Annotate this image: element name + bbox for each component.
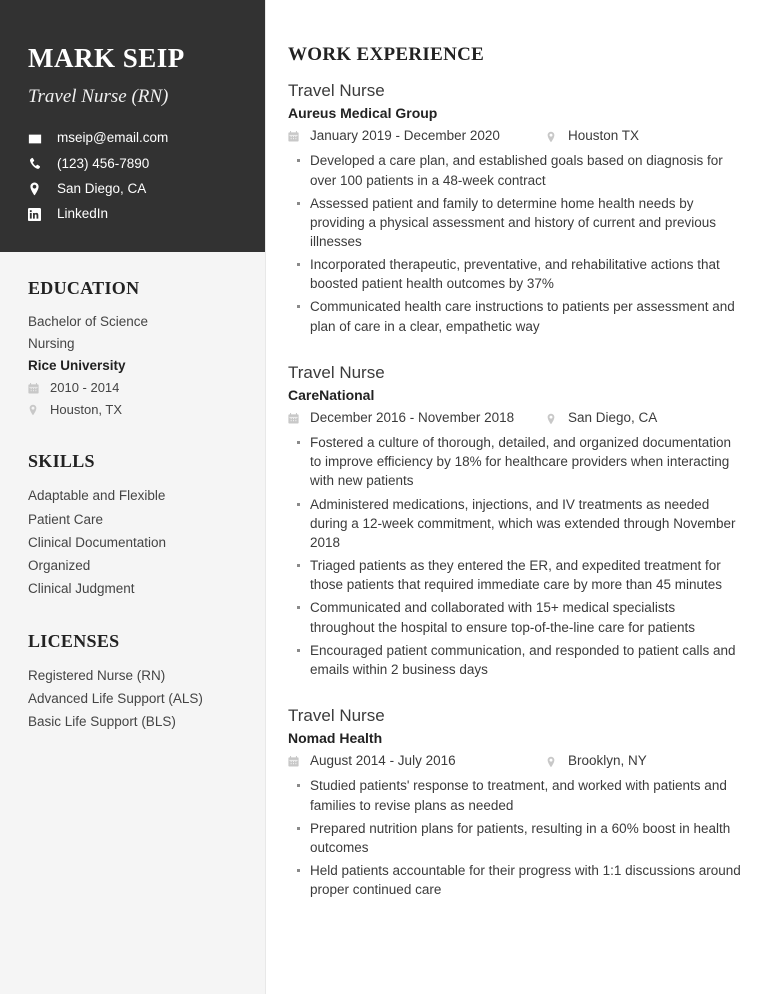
contact-value-email: mseip@email.com bbox=[57, 130, 169, 146]
job-dates: January 2019 - December 2020 bbox=[310, 128, 500, 144]
job-role: Travel Nurse bbox=[288, 81, 385, 100]
envelope-icon bbox=[28, 132, 48, 146]
list-item: Basic Life Support (BLS) bbox=[28, 713, 176, 729]
job-company: Nomad Health bbox=[288, 730, 383, 747]
licenses-section bbox=[28, 631, 237, 734]
calendar-icon bbox=[288, 413, 304, 424]
phone-icon bbox=[28, 157, 48, 171]
list-item: Triaged patients as they entered the ER, and expedited treatment for those patients that required immediate care by more than 45 minutes bbox=[288, 556, 742, 594]
list-item: Prepared nutrition plans for patients, resulting in a 60% boost in health outcomes bbox=[288, 819, 742, 857]
work-experience-heading: WORK EXPERIENCE bbox=[288, 44, 485, 65]
skills-heading: SKILLS bbox=[28, 451, 95, 472]
job-location-row bbox=[546, 750, 647, 773]
calendar-icon bbox=[28, 383, 44, 394]
list-item: Patient Care bbox=[28, 511, 104, 527]
calendar-icon bbox=[288, 131, 304, 142]
map-pin-icon bbox=[28, 182, 48, 196]
education-dates-row bbox=[28, 377, 237, 399]
job-location-row bbox=[546, 407, 657, 430]
list-item: Clinical Documentation bbox=[28, 534, 167, 550]
licenses-heading: LICENSES bbox=[28, 630, 120, 651]
list-item: Clinical Judgment bbox=[28, 581, 135, 597]
education-school: Rice University bbox=[28, 358, 126, 374]
map-pin-icon bbox=[546, 756, 562, 768]
job-location: Brooklyn, NY bbox=[568, 753, 647, 769]
list-item: Communicated and collaborated with 15+ medical specialists throughout the hospital to ensure top-of-the-line care for patients bbox=[288, 598, 742, 636]
education-section bbox=[28, 278, 237, 421]
linkedin-icon bbox=[28, 208, 48, 221]
licenses-list bbox=[28, 664, 237, 734]
list-item: Developed a care plan, and established goals based on diagnosis for over 100 patients in a 48-week contract bbox=[288, 151, 742, 189]
education-heading: EDUCATION bbox=[28, 278, 140, 299]
job-role: Travel Nurse bbox=[288, 362, 385, 382]
map-pin-icon bbox=[546, 413, 562, 425]
list-item: Administered medications, injections, and IV treatments as needed during a 12-week commitment, which was extended through November 2018 bbox=[288, 495, 742, 552]
job-entry bbox=[288, 80, 742, 336]
education-location-row bbox=[28, 399, 237, 421]
list-item: Advanced Life Support (ALS) bbox=[28, 690, 203, 706]
contact-list bbox=[28, 130, 237, 222]
candidate-name: MARK SEIP bbox=[28, 43, 185, 73]
skills-section bbox=[28, 451, 237, 600]
job-bullets bbox=[288, 151, 742, 335]
list-item: Fostered a culture of thorough, detailed, and organized documentation to improve efficiency by 18% for healthcare providers when interacting with new patients bbox=[288, 433, 742, 490]
job-role: Travel Nurse bbox=[288, 706, 385, 726]
job-meta bbox=[288, 125, 742, 148]
job-entry bbox=[288, 362, 742, 679]
calendar-icon bbox=[288, 756, 304, 767]
map-pin-icon bbox=[28, 404, 44, 416]
sidebar bbox=[0, 0, 266, 994]
education-dates: 2010 - 2014 bbox=[50, 380, 120, 396]
job-meta bbox=[288, 750, 742, 773]
education-degree-line-2: Nursing bbox=[28, 336, 75, 352]
skills-list bbox=[28, 484, 237, 600]
contact-item-email[interactable] bbox=[28, 130, 237, 146]
list-item: Held patients accountable for their progress with 1:1 discussions around proper continued care bbox=[288, 861, 742, 899]
contact-value-location: San Diego, CA bbox=[57, 180, 147, 196]
profile-header bbox=[0, 0, 265, 252]
map-pin-icon bbox=[546, 131, 562, 143]
job-bullets bbox=[288, 776, 742, 899]
job-dates-row bbox=[288, 750, 546, 773]
job-location: San Diego, CA bbox=[568, 410, 658, 426]
contact-item-linkedin[interactable] bbox=[28, 206, 237, 222]
job-entry bbox=[288, 705, 742, 899]
contact-item-phone[interactable] bbox=[28, 156, 237, 172]
list-item: Studied patients' response to treatment, and worked with patients and families to revise plans as needed bbox=[288, 776, 742, 814]
job-dates-row bbox=[288, 125, 546, 148]
list-item: Communicated health care instructions to patients per assessment and plan of care in a clear, empathetic way bbox=[288, 297, 742, 335]
list-item: Organized bbox=[28, 558, 91, 574]
contact-item-location bbox=[28, 181, 237, 197]
job-company: Aureus Medical Group bbox=[288, 105, 438, 122]
education-degree-line-1: Bachelor of Science bbox=[28, 314, 149, 330]
list-item: Registered Nurse (RN) bbox=[28, 667, 166, 683]
list-item: Encouraged patient communication, and responded to patient calls and emails within 2 business days bbox=[288, 641, 742, 679]
job-location-row bbox=[546, 125, 639, 148]
job-meta bbox=[288, 407, 742, 430]
job-bullets bbox=[288, 433, 742, 679]
list-item: Adaptable and Flexible bbox=[28, 488, 166, 504]
main-content bbox=[266, 0, 768, 994]
job-location: Houston TX bbox=[568, 128, 640, 144]
job-dates: August 2014 - July 2016 bbox=[310, 753, 456, 769]
job-company: CareNational bbox=[288, 387, 375, 404]
contact-value-linkedin: LinkedIn bbox=[57, 206, 109, 222]
job-dates-row bbox=[288, 407, 546, 430]
list-item: Assessed patient and family to determine home health needs by providing a physical assessment and history of current and previous illnesses bbox=[288, 194, 742, 251]
candidate-title: Travel Nurse (RN) bbox=[28, 85, 169, 107]
list-item: Incorporated therapeutic, preventative, and rehabilitative actions that boosted patient health outcomes by 37% bbox=[288, 255, 742, 293]
job-dates: December 2016 - November 2018 bbox=[310, 410, 515, 426]
sidebar-body bbox=[0, 252, 265, 994]
education-location: Houston, TX bbox=[50, 402, 123, 418]
contact-value-phone: (123) 456-7890 bbox=[57, 155, 150, 171]
